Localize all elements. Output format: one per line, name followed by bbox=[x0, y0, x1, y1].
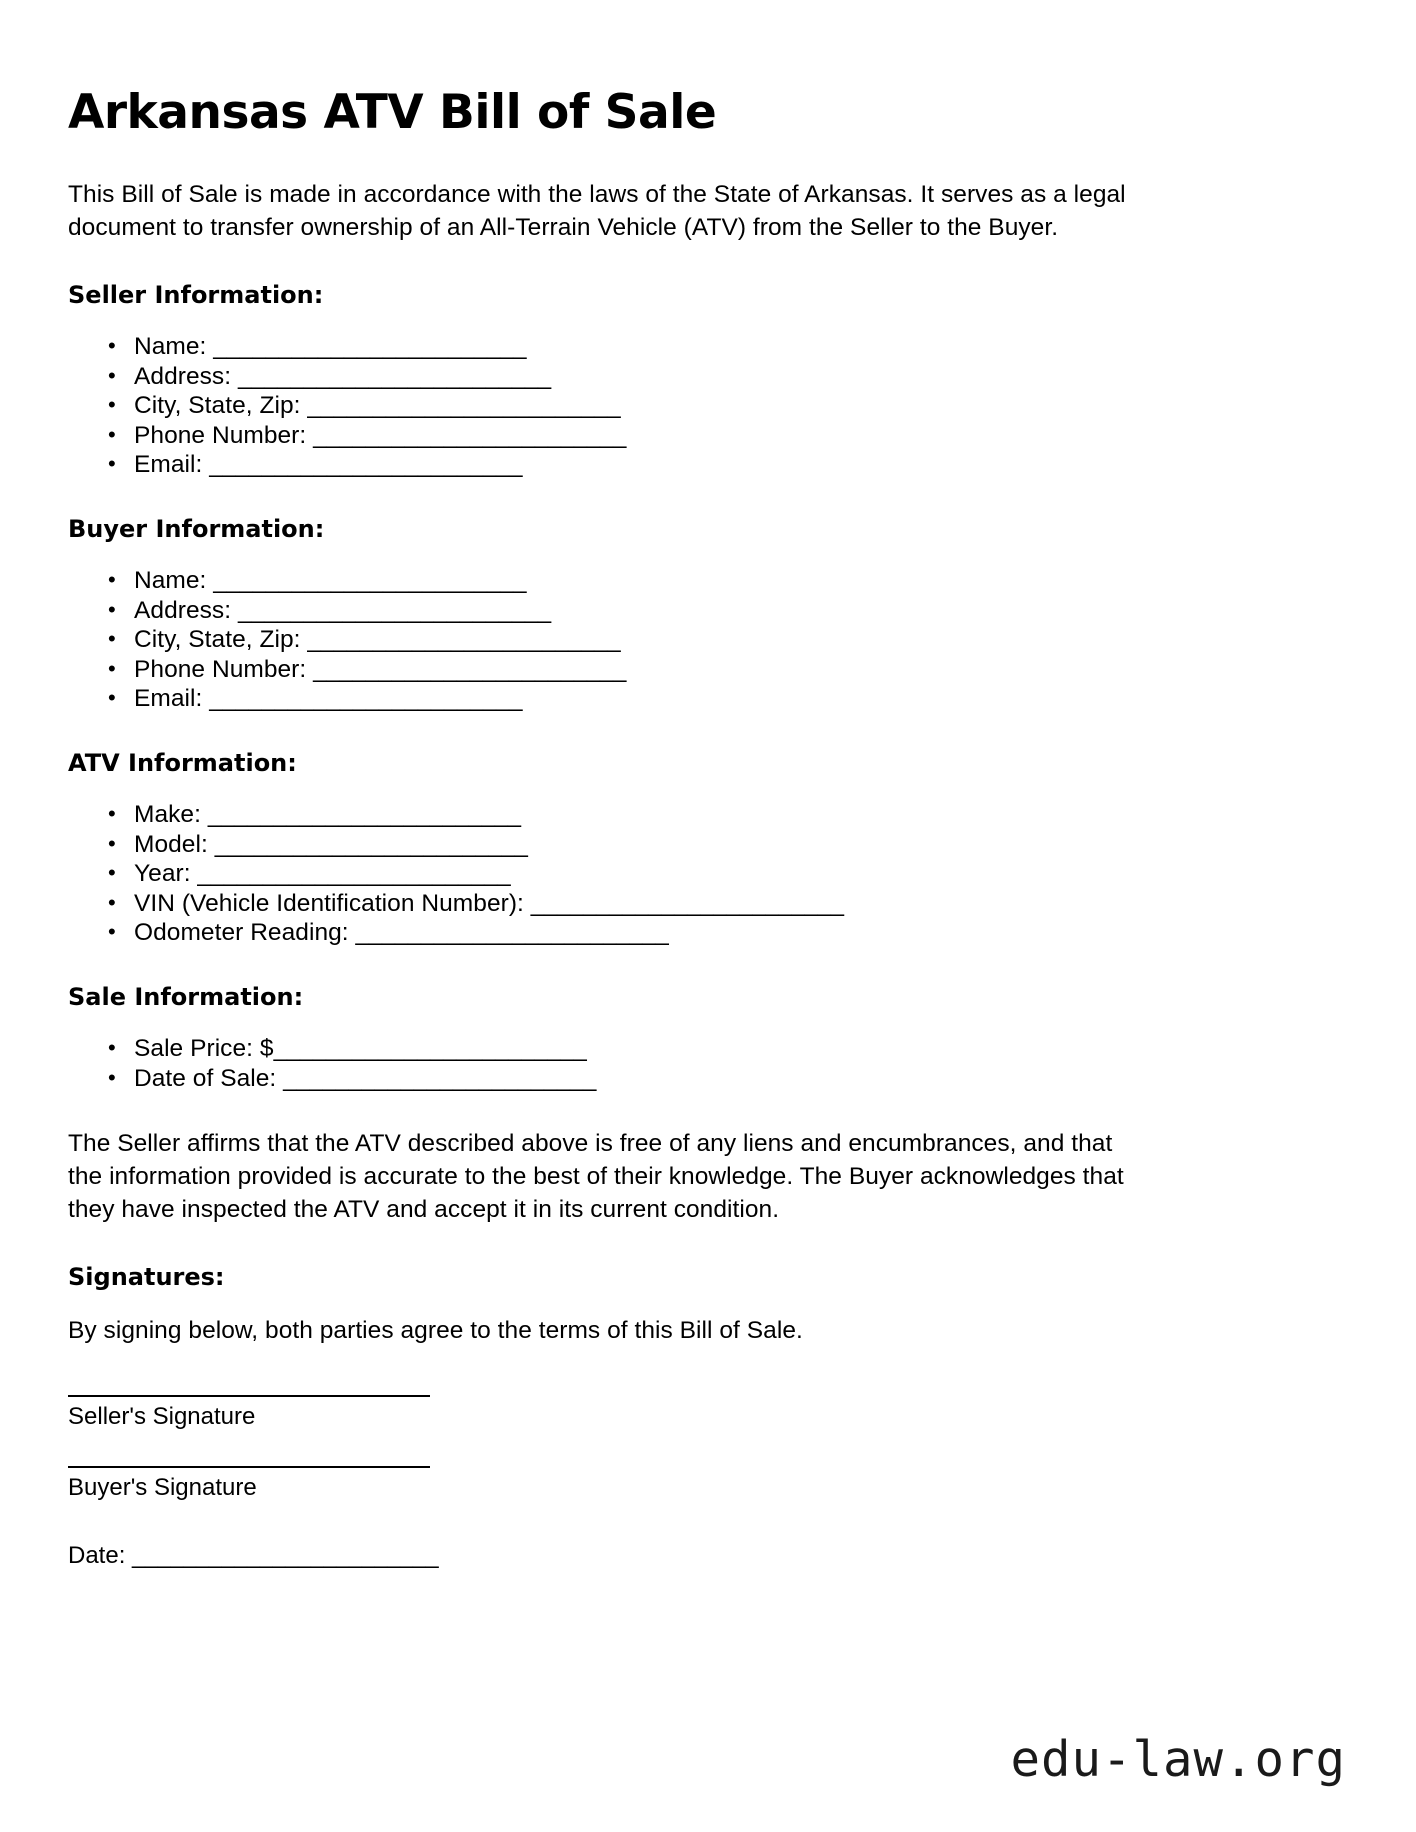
field-blank[interactable]: ________________________ bbox=[213, 567, 526, 595]
field-blank[interactable]: ________________________ bbox=[355, 919, 669, 947]
field-blank[interactable]: ________________________ bbox=[530, 889, 844, 917]
date-label: Date: bbox=[68, 1542, 126, 1570]
field-seller-phone-number bbox=[108, 421, 1330, 451]
sale-field-list bbox=[68, 1034, 1330, 1093]
seller-signature-label: Seller's Signature bbox=[68, 1403, 256, 1431]
signing-statement: By signing below, both parties agree to the terms of this Bill of Sale. bbox=[68, 1317, 803, 1345]
field-label: Year: bbox=[134, 860, 191, 888]
field-label: Date of Sale: bbox=[134, 1064, 277, 1092]
field-label: Name: bbox=[134, 333, 207, 361]
signature-date-field bbox=[68, 1541, 1330, 1571]
field-label: Email: bbox=[134, 685, 203, 713]
field-atv-year bbox=[108, 859, 1330, 889]
page-title: Arkansas ATV Bill of Sale bbox=[68, 85, 717, 140]
field-blank[interactable]: ________________________ bbox=[307, 626, 620, 654]
seller-signature-line[interactable] bbox=[68, 1395, 430, 1397]
field-atv-make bbox=[108, 800, 1330, 830]
field-label: Model: bbox=[134, 830, 208, 858]
field-blank[interactable]: ________________________ bbox=[273, 1034, 587, 1062]
field-buyer-address bbox=[108, 596, 1330, 626]
field-label: Email: bbox=[134, 451, 203, 479]
atv-information-heading: ATV Information: bbox=[68, 748, 297, 777]
field-atv-model bbox=[108, 830, 1330, 860]
field-label: Sale Price: $ bbox=[134, 1034, 274, 1062]
field-label: Make: bbox=[134, 800, 201, 828]
field-date-of-sale bbox=[108, 1064, 1330, 1094]
affirmation-paragraph: The Seller affirms that the ATV described above is free of any liens and encumbrances, and that the information provided is accurate to the best of their knowledge. The Buyer acknowledges that they have inspected the ATV and accept it in its current condition. bbox=[68, 1130, 1124, 1224]
field-label: VIN (Vehicle Identification Number): bbox=[134, 889, 524, 917]
field-sale-price bbox=[108, 1034, 1330, 1064]
seller-field-list bbox=[68, 332, 1330, 480]
field-label: Phone Number: bbox=[134, 655, 307, 683]
seller-information-heading: Seller Information: bbox=[68, 281, 324, 310]
site-watermark: edu-law.org bbox=[1010, 1731, 1346, 1788]
date-blank[interactable]: ________________________ bbox=[132, 1542, 438, 1570]
field-buyer-city-state-zip bbox=[108, 625, 1330, 655]
sale-information-heading: Sale Information: bbox=[68, 982, 304, 1011]
field-blank[interactable]: ________________________ bbox=[237, 596, 551, 624]
field-label: Phone Number: bbox=[134, 421, 307, 449]
signatures-heading: Signatures: bbox=[68, 1263, 225, 1292]
field-label: Address: bbox=[134, 596, 232, 624]
field-blank[interactable]: ________________________ bbox=[213, 333, 526, 361]
field-label: Odometer Reading: bbox=[134, 919, 349, 947]
field-blank[interactable]: ________________________ bbox=[209, 685, 522, 713]
field-label: City, State, Zip: bbox=[134, 626, 301, 654]
field-blank[interactable]: ________________________ bbox=[237, 362, 551, 390]
field-seller-name bbox=[108, 332, 1330, 362]
intro-paragraph: This Bill of Sale is made in accordance with the laws of the State of Arkansas. It serves as a legal document to transfer ownership of an All-Terrain Vehicle (ATV) from the Seller to the Buyer. bbox=[68, 181, 1126, 242]
field-label: Name: bbox=[134, 567, 207, 595]
buyer-signature-line[interactable] bbox=[68, 1466, 430, 1468]
field-atv-vin bbox=[108, 889, 1330, 919]
buyer-field-list bbox=[68, 566, 1330, 714]
field-seller-city-state-zip bbox=[108, 391, 1330, 421]
field-label: Address: bbox=[134, 362, 232, 390]
buyer-information-heading: Buyer Information: bbox=[68, 515, 325, 544]
field-blank[interactable]: ________________________ bbox=[214, 830, 528, 858]
field-blank[interactable]: ________________________ bbox=[313, 655, 626, 683]
field-blank[interactable]: ________________________ bbox=[313, 421, 626, 449]
field-atv-odometer-reading bbox=[108, 918, 1330, 948]
atv-field-list bbox=[68, 800, 1330, 948]
buyer-signature-block bbox=[68, 1466, 1330, 1503]
buyer-signature-label: Buyer's Signature bbox=[68, 1474, 257, 1502]
field-seller-address bbox=[108, 362, 1330, 392]
field-buyer-phone-number bbox=[108, 655, 1330, 685]
field-blank[interactable]: ________________________ bbox=[197, 860, 511, 888]
field-blank[interactable]: ________________________ bbox=[207, 800, 521, 828]
seller-signature-block bbox=[68, 1395, 1330, 1432]
field-buyer-email bbox=[108, 684, 1330, 714]
field-blank[interactable]: ________________________ bbox=[283, 1064, 596, 1092]
field-blank[interactable]: ________________________ bbox=[307, 392, 620, 420]
field-label: City, State, Zip: bbox=[134, 392, 301, 420]
field-seller-email bbox=[108, 450, 1330, 480]
field-buyer-name bbox=[108, 566, 1330, 596]
field-blank[interactable]: ________________________ bbox=[209, 451, 522, 479]
